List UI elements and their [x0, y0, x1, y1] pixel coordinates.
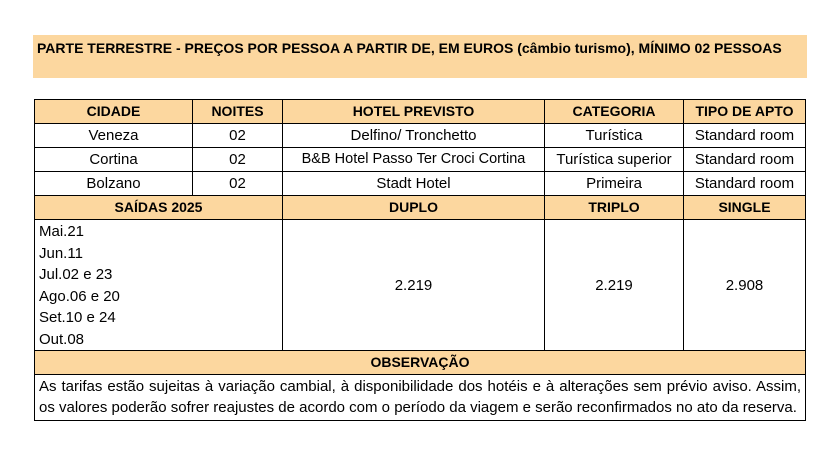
cell-noites: 02 — [193, 148, 283, 172]
observation-title: OBSERVAÇÃO — [35, 351, 806, 375]
cell-cidade: Bolzano — [35, 172, 193, 196]
header-duplo: DUPLO — [283, 196, 545, 220]
cell-cidade: Veneza — [35, 124, 193, 148]
table-row — [35, 124, 806, 148]
observation-header-row — [35, 351, 806, 375]
cell-tipo-apto: Standard room — [684, 148, 806, 172]
cell-categoria: Turística — [545, 124, 684, 148]
departure-dates-cell — [35, 220, 283, 351]
departure-date: Out.08 — [39, 330, 85, 348]
prices-row — [35, 220, 806, 351]
header-noites: NOITES — [193, 100, 283, 124]
departure-date: Mai.21 — [39, 223, 85, 240]
observation-text: As tarifas estão sujeitas à variação cambial, à disponibilidade dos hotéis e à alterações sem prévio aviso. Assim, os valores poderão sofrer reajustes de acordo com o período da viagem e serão reconfirmados no ato da reserva. — [35, 375, 806, 421]
observation-row — [35, 375, 806, 421]
cell-categoria: Primeira — [545, 172, 684, 196]
cell-tipo-apto: Standard room — [684, 172, 806, 196]
price-triplo: 2.219 — [545, 220, 684, 351]
prices-header-row — [35, 196, 806, 220]
table-row — [35, 148, 806, 172]
cell-noites: 02 — [193, 172, 283, 196]
departure-date: Jul.02 e 23 — [39, 266, 113, 283]
departure-date: Jun.11 — [39, 244, 83, 262]
header-categoria: CATEGORIA — [545, 100, 684, 124]
cell-noites: 02 — [193, 124, 283, 148]
header-tipo-de-apto: TIPO DE APTO — [684, 100, 806, 124]
page-title: PARTE TERRESTRE - PREÇOS POR PESSOA A PARTIR DE, EM EUROS (câmbio turismo), MÍNIMO 02 PESSOAS — [33, 35, 807, 78]
departure-date: Set.10 e 24 — [39, 309, 116, 326]
cell-hotel: Delfino/ Tronchetto — [283, 124, 545, 148]
price-duplo: 2.219 — [283, 220, 545, 351]
header-saidas: SAÍDAS 2025 — [35, 196, 283, 220]
cell-hotel: Stadt Hotel — [283, 172, 545, 196]
header-cidade: CIDADE — [35, 100, 193, 124]
table-row — [35, 172, 806, 196]
header-single: SINGLE — [684, 196, 806, 220]
cell-tipo-apto: Standard room — [684, 124, 806, 148]
tour-pricing-table — [34, 99, 806, 421]
cell-cidade: Cortina — [35, 148, 193, 172]
cell-hotel: B&B Hotel Passo Ter Croci Cortina — [283, 148, 545, 172]
header-hotel-previsto: HOTEL PREVISTO — [283, 100, 545, 124]
price-single: 2.908 — [684, 220, 806, 351]
header-triplo: TRIPLO — [545, 196, 684, 220]
departure-date: Ago.06 e 20 — [39, 287, 120, 305]
hotels-header-row — [35, 100, 806, 124]
cell-categoria: Turística superior — [545, 148, 684, 172]
